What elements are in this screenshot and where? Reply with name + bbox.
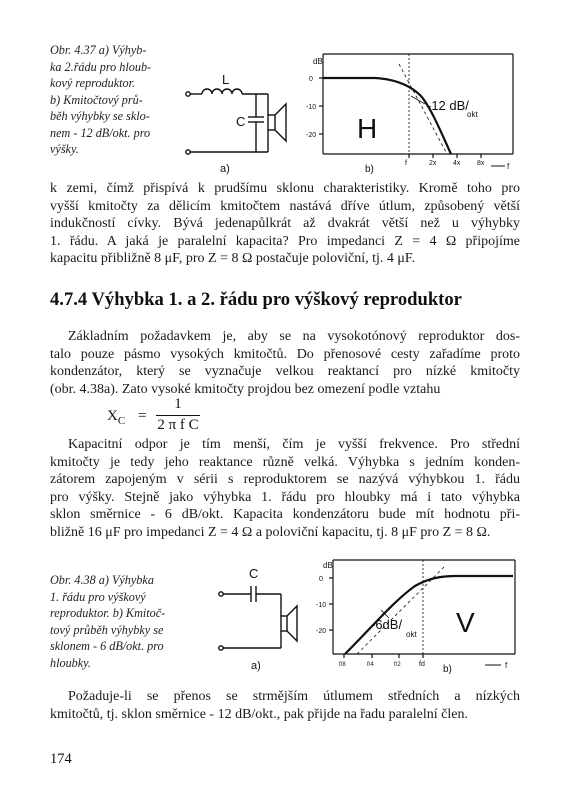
text-line: (obr. 4.38a). Zato vysoké kmitočty projdou bez omezení podle vztahu [50, 381, 441, 397]
text-line: Základním požadavkem je, aby se na vysokotónový reproduktor dos- [68, 329, 520, 344]
graph-letter-v: V [456, 607, 475, 638]
figure-4-37b-graph [305, 50, 525, 175]
figure-4-37-caption [50, 42, 151, 158]
x-tick-label: f/8 [339, 662, 346, 668]
capacitor-label: C [249, 566, 259, 581]
paragraph-3 [50, 436, 520, 542]
caption-line: výšky. [50, 142, 79, 156]
y-axis-label: dB [323, 561, 333, 570]
caption-line: Obr. 4.38 a) Výhybka [50, 573, 154, 587]
subfigure-tag: a) [251, 660, 261, 672]
y-tick-label: -20 [306, 132, 317, 139]
text-line: Požaduje-li se přenos se strmějším útlumem středních a nízkých [68, 689, 520, 704]
x-tick-label: 8x [477, 160, 485, 167]
slope-label: -6dB/ [371, 617, 403, 632]
slope-label: -12 dB/ [427, 98, 469, 113]
text-line: k zemi, čímž přispívá k prudšímu sklonu charakteristiky. Kromě toho pro [50, 181, 520, 196]
capacitor-label: C [236, 114, 246, 129]
caption-line: ka 2.řádu pro hloub- [50, 59, 152, 74]
caption-line: běh výhybky se sklo- [50, 109, 150, 123]
text-line: indukčností cívky. Bývá jedenapůlkrát až dvakrát větší než u výhybky [50, 216, 520, 232]
section-heading: 4.7.4 Výhybka 1. a 2. řádu pro výškový reproduktor [50, 289, 462, 310]
formula-subscript: C [117, 415, 126, 427]
formula-numerator: 1 [174, 396, 182, 412]
x-axis-label: f [507, 162, 510, 171]
figure-4-38a-circuit [213, 560, 308, 675]
paragraph-2 [50, 328, 520, 398]
x-tick-label: 4x [453, 160, 461, 167]
text-line: 1. řádu. A jaká je paralelní kapacita? Pro impedanci Z = 4 Ω připojíme [50, 233, 520, 249]
text-line: Kapacitní odpor je tím menší, čím je vyšší frekvence. Pro střední [68, 437, 520, 452]
caption-line: Obr. 4.37 a) Výhyb- [50, 43, 147, 57]
x-tick-label: f/4 [367, 662, 374, 668]
text-line: kmitočtů, tj. sklon směrnice - 12 dB/okt., pak přijde na řadu paralelní člen. [50, 706, 468, 722]
y-tick-label: -10 [316, 602, 327, 609]
x-tick-label: 2x [429, 160, 437, 167]
page-number: 174 [50, 751, 72, 767]
caption-line: sklonem - 6 dB/okt. pro [50, 639, 164, 653]
caption-line: reproduktor. b) Kmitoč- [50, 606, 166, 620]
y-axis-label: dB [313, 57, 323, 66]
text-line: zátorem zapojeným v sérii s reproduktorem se nazývá výhybkou 1. řádu [50, 472, 520, 488]
paragraph-4 [50, 688, 520, 723]
caption-line: 1. řádu pro výškový [50, 589, 146, 604]
subfigure-tag: b) [443, 664, 452, 675]
figure-4-38-caption [50, 572, 165, 671]
caption-line: tový průběh výhybky se [50, 622, 164, 637]
y-tick-label: 0 [309, 76, 313, 83]
text-line: sklon směrnice - 6 dB/okt. Kapacita kondenzátoru bude mít hodnotu při- [50, 507, 520, 523]
subfigure-tag: b) [365, 164, 374, 175]
text-line: talo pouze pásmo vysokých kmitočtů. Do přenosové cesty zařadíme proto [50, 346, 520, 362]
text-line: kondenzátor, který se vyznačuje velkou reaktancí pro nízké kmitočty [50, 364, 520, 380]
fraction-bar [156, 415, 200, 416]
formula-lhs: X [107, 408, 118, 424]
subfigure-tag: a) [220, 163, 230, 175]
formula-equals: = [138, 408, 147, 424]
text-line: kmitočty je tedy jeho reaktance různě velká. Výhybka s jedním konden- [50, 454, 520, 470]
caption-line: b) Kmitočtový prů- [50, 92, 143, 107]
y-tick-label: -10 [306, 104, 317, 111]
slope-unit: okt [467, 110, 478, 119]
y-tick-label: -20 [316, 628, 327, 635]
slope-unit: okt [406, 630, 417, 639]
x-axis-label: f [505, 661, 508, 670]
caption-line: nem - 12 dB/okt. pro [50, 125, 151, 140]
x-tick-label: f [405, 160, 407, 167]
text-line: vyšší kmitočty za dělicím kmitočtem nastává dříve útlum, způsobený větší [50, 198, 520, 214]
paragraph-1 [50, 180, 520, 268]
formula-denominator: 2 π f C [157, 417, 199, 433]
figure-4-37a-circuit [180, 60, 300, 175]
y-tick-label: 0 [319, 576, 323, 583]
graph-letter-h: H [357, 113, 378, 144]
text-line: bližně 16 μF pro impedanci Z = 4 Ω a poloviční kapacitu, tj. 8 μF pro Z = 8 Ω. [50, 524, 491, 540]
reactance-formula [107, 398, 217, 434]
inductor-label: L [222, 72, 230, 87]
text-line: pro výšky. Stejně jako výhybka 1. řádu pro hloubky má i tato výhybka [50, 489, 520, 505]
text-line: kapacitu přibližně 8 μF, pro Z = 8 Ω postačuje poloviční, tj. 4 μF. [50, 251, 416, 267]
caption-line: kový reproduktor. [50, 76, 136, 90]
x-tick-label: f/2 [394, 662, 401, 668]
figure-4-38b-graph [315, 556, 525, 676]
caption-line: hloubky. [50, 655, 91, 670]
x-tick-label: fd [419, 661, 425, 668]
